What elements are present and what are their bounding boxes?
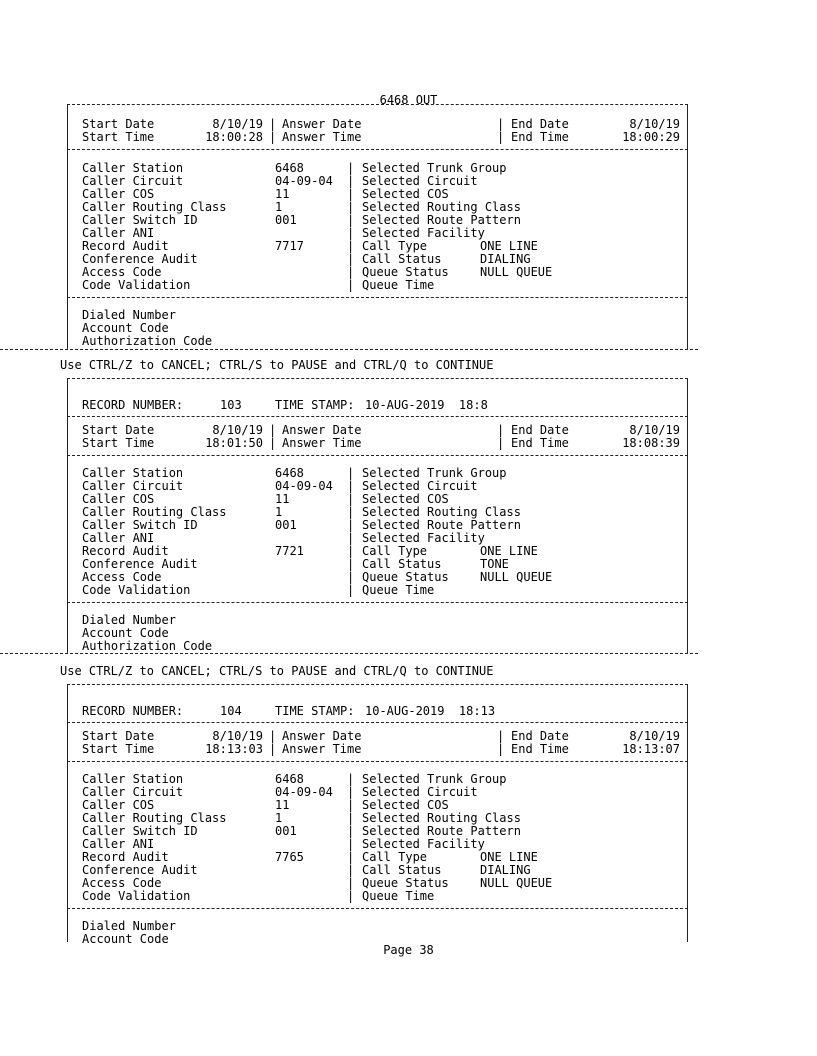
queue-status-label: Queue Status [362,265,449,279]
start-date-value: 8/10/19 [212,729,263,743]
answer-time-label: Answer Time [282,130,362,144]
record-audit-label: Record Audit [82,544,169,558]
selected-routing-class-label: Selected Routing Class [362,200,521,214]
queue-status-value: NULL QUEUE [480,570,553,584]
end-date-value: 8/10/19 [629,117,680,131]
access-code-label: Access Code [82,876,162,890]
caller-routing-class-label: Caller Routing Class [82,505,227,519]
start-date-label: Start Date [82,729,155,743]
caller-circuit-label: Caller Circuit [82,479,184,493]
caller-circuit-value: 04-09-04 [275,785,333,799]
separator: | [497,436,505,450]
selected-circuit-label: Selected Circuit [362,479,478,493]
start-date-value: 8/10/19 [212,423,263,437]
caller-cos-value: 11 [275,187,290,201]
selected-cos-label: Selected COS [362,798,449,812]
answer-date-label: Answer Date [282,423,362,437]
call-record-3: RECORD NUMBER: 104 TIME STAMP: 10-AUG-2019 18:13 Start Date 8/10/19 | Answer Date | End Date 8/10/19 Start Time 18:13:03 | Answer Time | End Time 18:13:07 Caller Station Caller Circuit Caller COS Caller Routing Class Caller Switch ID Caller ANI Record Audit Conference Audit Access Code Code Validation 6468 04-09-04 11 1 001 7765 | | | | | | | | | | Selected Trunk Group Selected Circuit Selected COS Selected Routing Class Selected Route Pattern Selected Facility Call Type Call Status Queue Status Queue Time ONE LINE DIALING NULL QUEUE Dialed Number Account Code [60,684,688,942]
control-instruction: Use CTRL/Z to CANCEL; CTRL/S to PAUSE and CTRL/Q to CONTINUE [60,664,494,678]
queue-status-label: Queue Status [362,876,449,890]
time-stamp-label: TIME STAMP: [275,398,355,412]
caller-switch-id-label: Caller Switch ID [82,213,198,227]
separator: | [269,729,277,743]
answer-date-label: Answer Date [282,729,362,743]
separator: | [497,117,505,131]
queue-status-value: NULL QUEUE [480,265,553,279]
separator: | [497,130,505,144]
separator: | [497,742,505,756]
end-date-label: End Date [511,729,569,743]
selected-trunk-group-label: Selected Trunk Group [362,161,507,175]
selected-facility-label: Selected Facility [362,226,485,240]
divider [0,653,698,654]
caller-circuit-label: Caller Circuit [82,174,184,188]
divider [67,722,688,723]
selected-route-pattern-label: Selected Route Pattern [362,824,521,838]
end-date-value: 8/10/19 [629,423,680,437]
queue-time-label: Queue Time [362,583,435,597]
right-border [687,104,688,349]
dialed-number-label: Dialed Number [82,613,176,627]
queue-status-value: NULL QUEUE [480,876,553,890]
record-audit-value: 7717 [275,239,304,253]
answer-time-label: Answer Time [282,742,362,756]
caller-switch-id-value: 001 [275,824,297,838]
separator: | [269,436,277,450]
separator: | [497,729,505,743]
caller-ani-label: Caller ANI [82,531,155,545]
call-status-label: Call Status [362,252,442,266]
code-validation-label: Code Validation [82,889,191,903]
selected-circuit-label: Selected Circuit [362,174,478,188]
caller-circuit-value: 04-09-04 [275,174,333,188]
end-date-label: End Date [511,117,569,131]
divider [67,455,688,456]
caller-circuit-label: Caller Circuit [82,785,184,799]
selected-trunk-group-label: Selected Trunk Group [362,466,507,480]
end-date-value: 8/10/19 [629,729,680,743]
divider [67,602,688,603]
caller-cos-value: 11 [275,798,290,812]
caller-station-label: Caller Station [82,466,184,480]
call-type-value: ONE LINE [480,239,538,253]
separator: | [269,423,277,437]
separator: | [269,117,277,131]
start-time-label: Start Time [82,436,155,450]
divider [67,684,688,685]
call-type-label: Call Type [362,239,428,253]
selected-cos-label: Selected COS [362,187,449,201]
separator: | [269,130,277,144]
authorization-code-label: Authorization Code [82,639,213,653]
caller-switch-id-label: Caller Switch ID [82,824,198,838]
caller-station-value: 6468 [275,161,304,175]
caller-ani-label: Caller ANI [82,837,155,851]
authorization-code-label: Authorization Code [82,334,213,348]
call-status-label: Call Status [362,863,442,877]
selected-facility-label: Selected Facility [362,837,485,851]
left-border [67,378,68,653]
caller-ani-label: Caller ANI [82,226,155,240]
dialed-number-label: Dialed Number [82,919,176,933]
caller-cos-label: Caller COS [82,798,155,812]
caller-station-label: Caller Station [82,161,184,175]
record-number-label: RECORD NUMBER: [82,398,184,412]
account-code-label: Account Code [82,626,169,640]
divider [67,104,688,105]
start-date-value: 8/10/19 [212,117,263,131]
caller-circuit-value: 04-09-04 [275,479,333,493]
queue-status-label: Queue Status [362,570,449,584]
start-date-label: Start Date [82,423,155,437]
left-border [67,104,68,349]
caller-routing-class-value: 1 [275,200,283,214]
selected-trunk-group-label: Selected Trunk Group [362,772,507,786]
end-time-value: 18:13:07 [622,742,680,756]
record-number-value: 103 [220,398,242,412]
page-header-title: 6468 OUT [379,93,438,107]
start-time-value: 18:13:03 [205,742,263,756]
account-code-label: Account Code [82,932,169,946]
divider [67,416,688,417]
time-stamp-value: 10-AUG-2019 18:13 [365,704,496,718]
record-audit-label: Record Audit [82,850,169,864]
code-validation-label: Code Validation [82,583,191,597]
conference-audit-label: Conference Audit [82,557,198,571]
end-time-value: 18:08:39 [622,436,680,450]
start-time-value: 18:00:28 [205,130,263,144]
queue-time-label: Queue Time [362,889,435,903]
caller-station-value: 6468 [275,772,304,786]
start-time-label: Start Time [82,130,155,144]
call-type-value: ONE LINE [480,544,538,558]
caller-switch-id-label: Caller Switch ID [82,518,198,532]
caller-station-label: Caller Station [82,772,184,786]
conference-audit-label: Conference Audit [82,863,198,877]
access-code-label: Access Code [82,265,162,279]
call-type-value: ONE LINE [480,850,538,864]
time-stamp-value: 10-AUG-2019 18:8 [365,398,488,412]
call-record-2: RECORD NUMBER: 103 TIME STAMP: 10-AUG-2019 18:8 Start Date 8/10/19 | Answer Date | End Date 8/10/19 Start Time 18:01:50 | Answer Time | End Time 18:08:39 Caller Station Caller Circuit Caller COS Caller Routing Class Caller Switch ID Caller ANI Record Audit Conference Audit Access Code Code Validation 6468 04-09-04 11 1 001 7721 | | | | | | | | | | Selected Trunk Group Selected Circuit Selected COS Selected Routing Class Selected Route Pattern Selected Facility Call Type Call Status Queue Status Queue Time ONE LINE TONE NULL QUEUE Dialed Number Account Code Authorization Code [60,378,688,653]
selected-routing-class-label: Selected Routing Class [362,505,521,519]
divider [67,908,688,909]
divider [67,297,688,298]
selected-routing-class-label: Selected Routing Class [362,811,521,825]
call-status-label: Call Status [362,557,442,571]
control-instruction: Use CTRL/Z to CANCEL; CTRL/S to PAUSE and CTRL/Q to CONTINUE [60,358,494,372]
selected-route-pattern-label: Selected Route Pattern [362,518,521,532]
record-audit-label: Record Audit [82,239,169,253]
divider [67,149,688,150]
divider [0,349,698,350]
end-time-value: 18:00:29 [622,130,680,144]
caller-cos-label: Caller COS [82,187,155,201]
queue-time-label: Queue Time [362,278,435,292]
right-border [687,378,688,653]
divider [67,761,688,762]
answer-date-label: Answer Date [282,117,362,131]
call-record-1: Start Date 8/10/19 | Answer Date | End Date 8/10/19 Start Time 18:00:28 | Answer Time | End Time 18:00:29 Caller Station Caller Circuit Caller COS Caller Routing Class Caller Switch ID Caller ANI Record Audit Conference Audit Access Code Code Validation 6468 04-09-04 11 1 001 7717 | | | | | | | | | | Selected Trunk Group Selected Circuit Selected COS Selected Routing Class Selected Route Pattern Selected Facility Call Type Call Status Queue Status Queue Time ONE LINE DIALING NULL QUEUE Dialed Number Account Code Authorization Code [60,104,688,349]
dialed-number-label: Dialed Number [82,308,176,322]
caller-switch-id-value: 001 [275,213,297,227]
caller-routing-class-label: Caller Routing Class [82,811,227,825]
call-type-label: Call Type [362,544,428,558]
time-stamp-label: TIME STAMP: [275,704,355,718]
code-validation-label: Code Validation [82,278,191,292]
selected-facility-label: Selected Facility [362,531,485,545]
separator: | [269,742,277,756]
caller-routing-class-value: 1 [275,505,283,519]
record-audit-value: 7721 [275,544,304,558]
call-type-label: Call Type [362,850,428,864]
divider [67,378,688,379]
selected-route-pattern-label: Selected Route Pattern [362,213,521,227]
selected-cos-label: Selected COS [362,492,449,506]
end-date-label: End Date [511,423,569,437]
start-time-label: Start Time [82,742,155,756]
separator: | [497,423,505,437]
caller-cos-value: 11 [275,492,290,506]
page-number: Page 38 [383,943,434,957]
call-status-value: DIALING [480,252,531,266]
answer-time-label: Answer Time [282,436,362,450]
conference-audit-label: Conference Audit [82,252,198,266]
end-time-label: End Time [511,742,569,756]
call-status-value: TONE [480,557,509,571]
call-status-value: DIALING [480,863,531,877]
caller-station-value: 6468 [275,466,304,480]
caller-routing-class-label: Caller Routing Class [82,200,227,214]
record-audit-value: 7765 [275,850,304,864]
end-time-label: End Time [511,130,569,144]
end-time-label: End Time [511,436,569,450]
caller-cos-label: Caller COS [82,492,155,506]
access-code-label: Access Code [82,570,162,584]
caller-switch-id-value: 001 [275,518,297,532]
caller-routing-class-value: 1 [275,811,283,825]
account-code-label: Account Code [82,321,169,335]
selected-circuit-label: Selected Circuit [362,785,478,799]
start-date-label: Start Date [82,117,155,131]
record-number-value: 104 [220,704,242,718]
record-number-label: RECORD NUMBER: [82,704,184,718]
start-time-value: 18:01:50 [205,436,263,450]
